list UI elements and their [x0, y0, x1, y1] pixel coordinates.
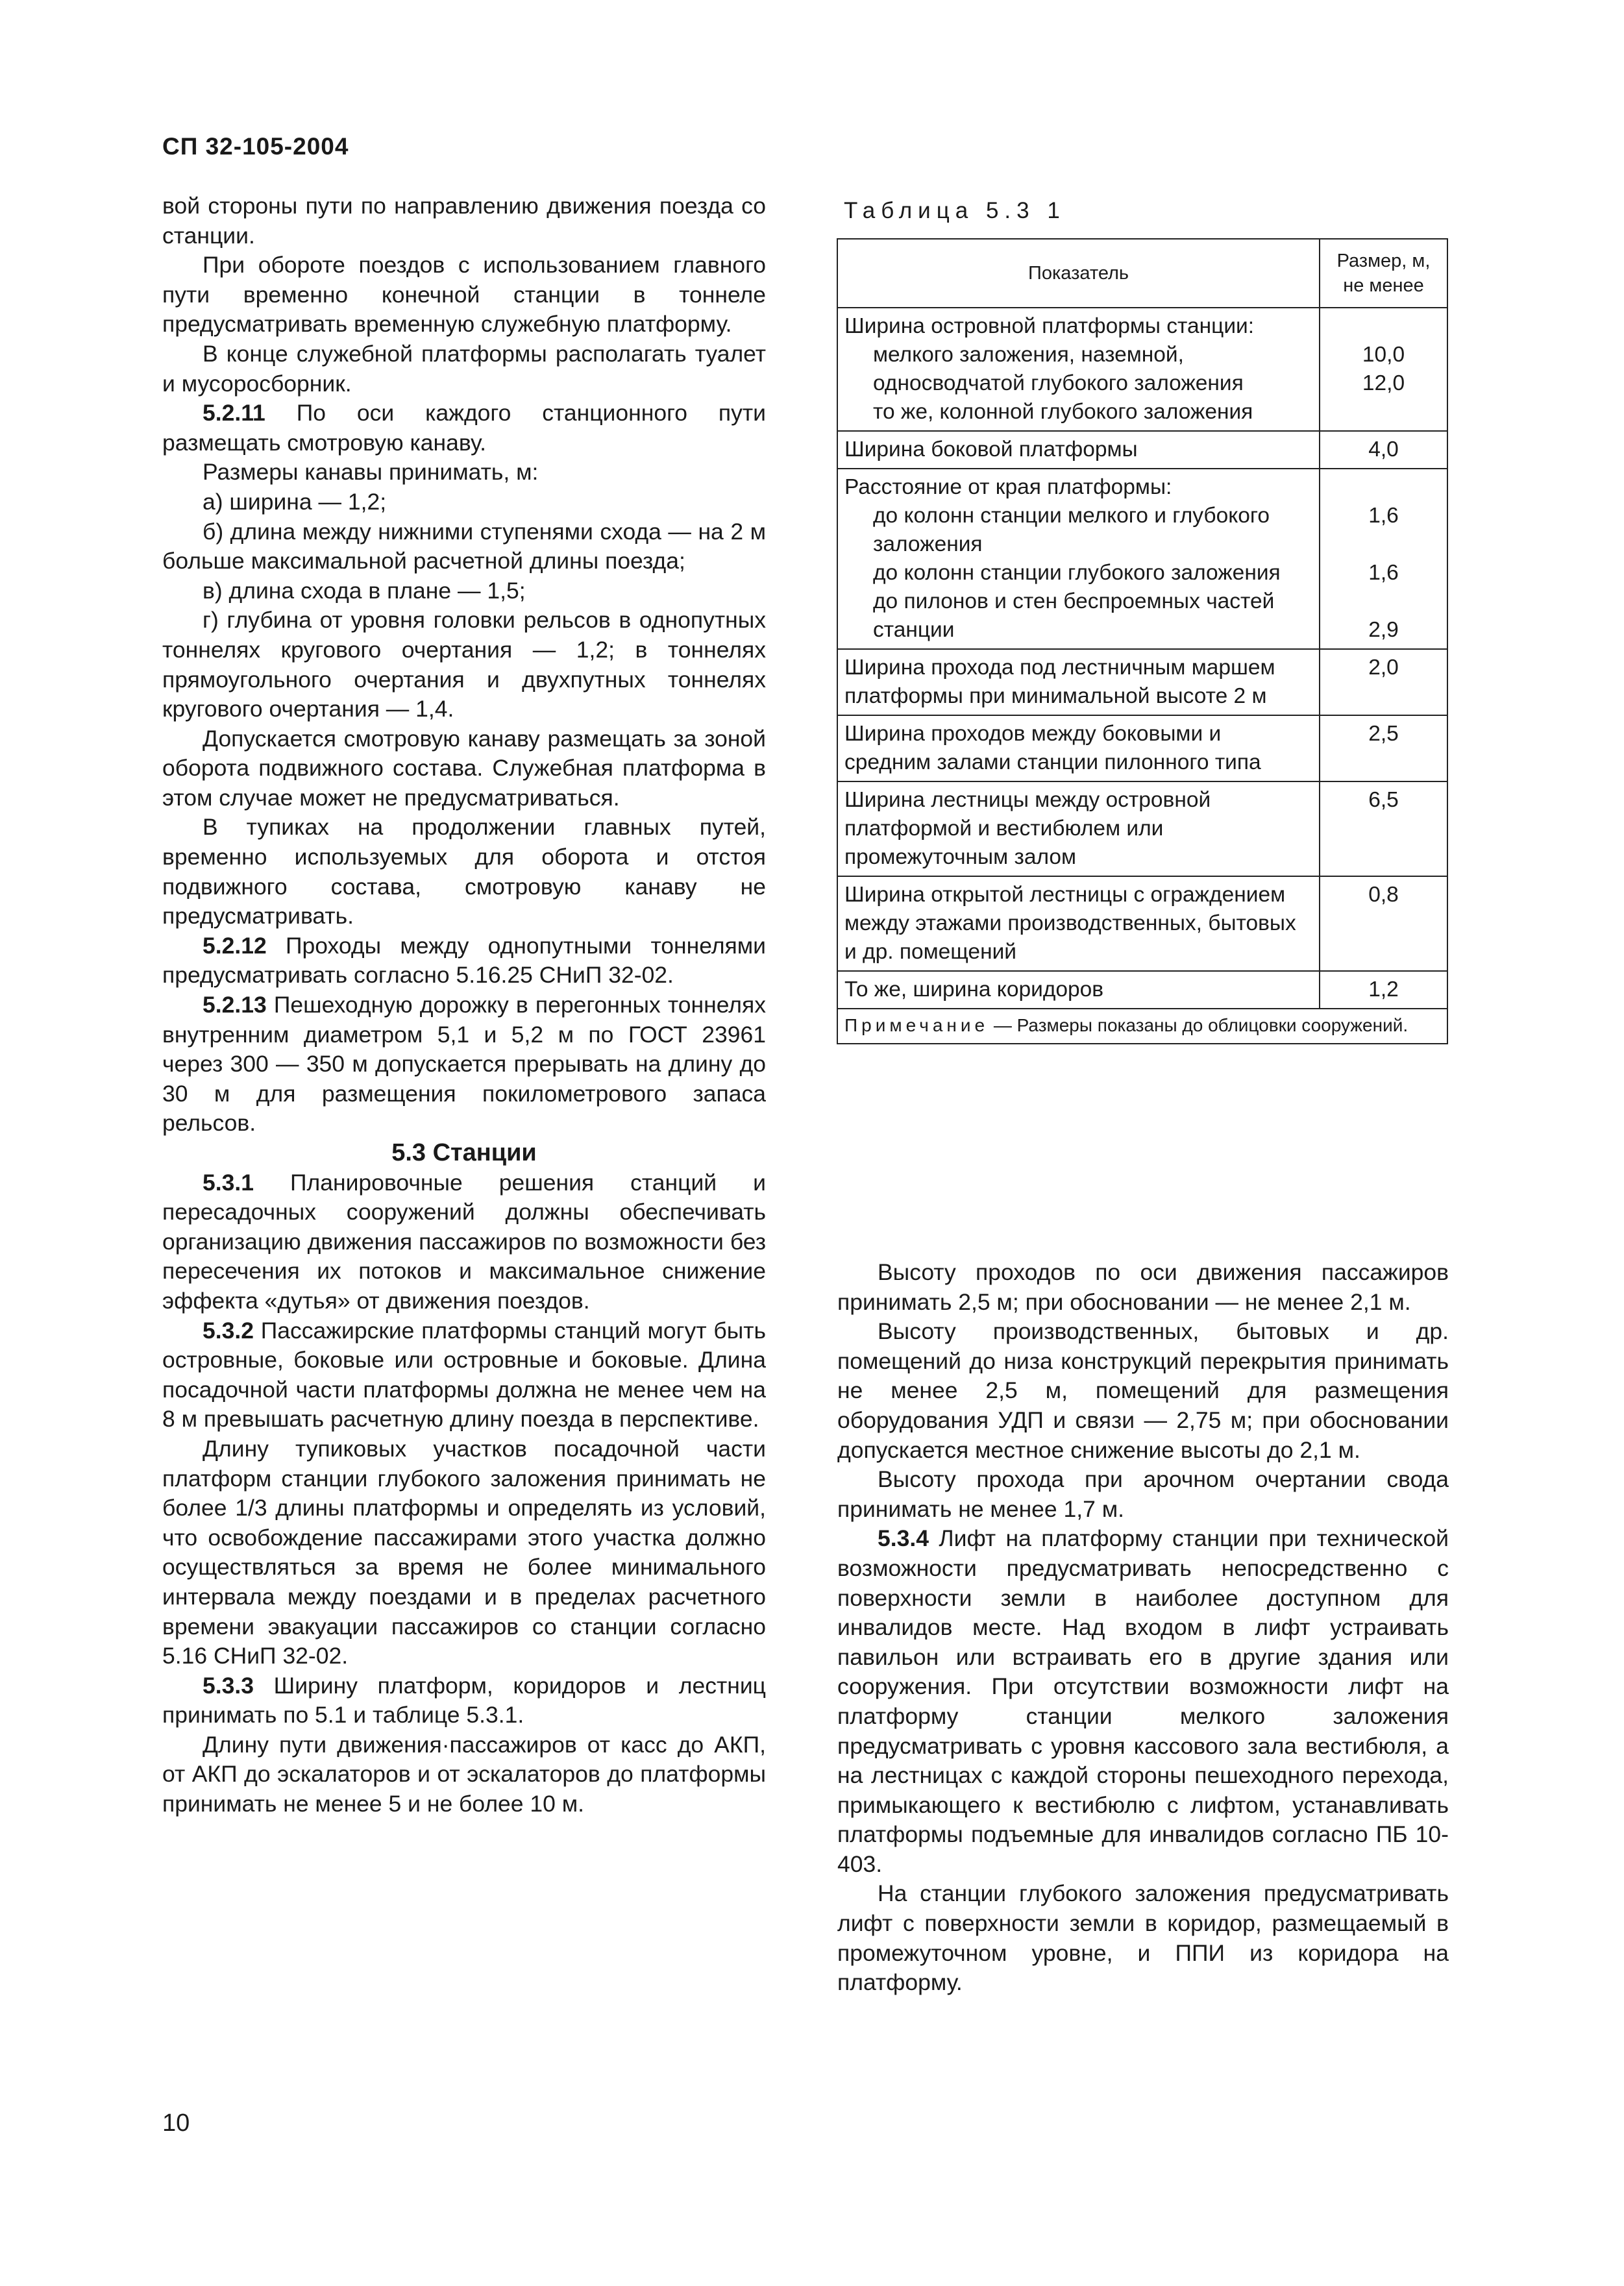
paragraph: Допускается смотровую канаву размещать за зоной оборота подвижного состава. Служебная платформа в этом случае может не предусматриваться. — [162, 725, 766, 811]
table-cell-label: Ширина прохода под лестничным маршем платформы при минимальной высоте 2 м — [837, 649, 1320, 715]
table-row — [837, 781, 1447, 876]
table-cell-label: Ширина боковой платформы — [837, 431, 1320, 469]
page-number: 10 — [162, 2109, 190, 2137]
table-cell-label: Ширина островной платформы станции: мелкого заложения, наземной, односводчатой глубокого заложения то же, колонной глубокого заложения — [837, 308, 1320, 431]
section-title: 5.3 Станции — [391, 1139, 537, 1166]
table-cell-label: Ширина проходов между боковыми и средним залами станции пилонного типа — [837, 715, 1320, 781]
paragraph: Высоту проходов по оси движения пассажиров принимать 2,5 м; при обосновании — не менее 2,1 м. — [837, 1259, 1449, 1315]
left-column — [162, 191, 766, 1819]
table-cell-value: 6,5 — [1320, 781, 1447, 876]
table-cell-value: 0,8 — [1320, 876, 1447, 971]
list-item: в) длина схода в плане — 1,5; — [203, 577, 526, 604]
list-item: г) глубина от уровня головки рельсов в однопутных тоннелях кругового очертания — 1,2; в тоннелях прямоугольного очертания и двухпутных тоннелях кругового очертания — 1,4. — [162, 607, 766, 722]
table-row — [837, 469, 1447, 649]
table-cell-value: 4,0 — [1320, 431, 1447, 469]
table-row — [837, 431, 1447, 469]
clause-5-2-11: 5.2.11 По оси каждого станционного пути размещать смотровую канаву. — [162, 400, 766, 456]
paragraph: вой стороны пути по направлению движения поезда со станции. — [162, 193, 766, 249]
table-note-row — [837, 1009, 1447, 1044]
table-note: Примечание — Размеры показаны до облицовки сооружений. — [837, 1009, 1447, 1044]
paragraph: На станции глубокого заложения предусматривать лифт с поверхности земли в коридор, размещаемый в промежуточном уровне, и ППИ из коридора на платформу. — [837, 1880, 1449, 1996]
paragraph: Длину тупиковых участков посадочной части платформ станции глубокого заложения принимать не более 1/3 длины платформы и определять из условий, что освобождение пассажирами этого участка должно осуществляться за время не более минимального интервала между поездами и в пределах расчетного времени эвакуации пассажиров со станции согласно 5.16 СНиП 32-02. — [162, 1435, 766, 1669]
table-row — [837, 308, 1447, 431]
clause-number: 5.3.2 — [203, 1317, 254, 1344]
table-row — [837, 715, 1447, 781]
table-cell-value: 2,0 — [1320, 649, 1447, 715]
note-label: Примечание — [844, 1015, 989, 1035]
column-header-size: Размер, м, не менее — [1320, 239, 1447, 308]
paragraph: Длину пути движения·пассажиров от касс до АКП, от АКП до эскалаторов и от эскалаторов до платформы принимать не менее 5 и не более 10 м. — [162, 1731, 766, 1817]
right-column — [837, 1258, 1449, 1998]
clause-5-2-12: 5.2.12 Проходы между однопутными тоннелями предусматривать согласно 5.16.25 СНиП 32-02. — [162, 932, 766, 989]
paragraph: В конце служебной платформы располагать туалет и мусоросборник. — [162, 340, 766, 397]
table-cell-label: Ширина открытой лестницы с ограждением между этажами производственных, бытовых и др. помещений — [837, 876, 1320, 971]
clause-number: 5.2.13 — [203, 992, 267, 1018]
document-code: СП 32-105-2004 — [162, 133, 349, 160]
table-cell-label: То же, ширина коридоров — [837, 971, 1320, 1009]
column-header-indicator: Показатель — [837, 239, 1320, 308]
table-cell-value: 1,6 1,6 2,9 — [1320, 469, 1447, 649]
table-row — [837, 971, 1447, 1009]
clause-5-2-13: 5.2.13 Пешеходную дорожку в перегонных тоннелях внутренним диаметром 5,1 и 5,2 м по ГОСТ 23961 через 300 — 350 м допускается прерывать на длину до 30 м для размещения покилометрового запаса рельсов. — [162, 992, 766, 1137]
paragraph: Высоту прохода при арочном очертании свода принимать не менее 1,7 м. — [837, 1466, 1449, 1522]
table-5-3-1 — [837, 238, 1448, 1044]
list-item: б) длина между нижними ступенями схода — на 2 м больше максимальной расчетной длины поезда; — [162, 518, 766, 574]
table-row — [837, 649, 1447, 715]
clause-5-3-2: 5.3.2 Пассажирские платформы станций могут быть островные, боковые или островные и боковые. Длина посадочной части платформы должна не менее чем на 8 м превышать расчетную длину поезда в перспективе. — [162, 1317, 766, 1432]
table-cell-value: 1,2 — [1320, 971, 1447, 1009]
table-row — [837, 876, 1447, 971]
clause-number: 5.3.4 — [878, 1525, 929, 1552]
paragraph: В тупиках на продолжении главных путей, временно используемых для оборота и отстоя подвижного состава, смотровую канаву не предусматривать. — [162, 814, 766, 929]
clause-5-3-1: 5.3.1 Планировочные решения станций и пересадочных сооружений должны обеспечивать организацию движения пассажиров по возможности без пересечения их потоков и максимальное снижение эффекта «дутья» от движения поездов. — [162, 1169, 766, 1314]
paragraph: При обороте поездов с использованием главного пути временно конечной станции в тоннеле предусматривать временную служебную платформу. — [162, 252, 766, 338]
table-cell-value: 2,5 — [1320, 715, 1447, 781]
clause-number: 5.2.11 — [203, 400, 265, 426]
clause-number: 5.3.1 — [203, 1169, 254, 1196]
list-item: а) ширина — 1,2; — [203, 488, 387, 515]
clause-5-3-3: 5.3.3 Ширину платформ, коридоров и лестниц принимать по 5.1 и таблице 5.3.1. — [162, 1672, 766, 1728]
clause-number: 5.3.3 — [203, 1672, 254, 1699]
table-caption: Таблица 5.3 1 — [844, 198, 1066, 223]
table-cell-label: Расстояние от края платформы: до колонн станции мелкого и глубокого заложения до колонн станции глубокого заложения до пилонов и стен беспроемных частей станции — [837, 469, 1320, 649]
table-cell-value: 10,0 12,0 — [1320, 308, 1447, 431]
table-header-row — [837, 239, 1447, 308]
table-cell-label: Ширина лестницы между островной платформой и вестибюлем или промежуточным залом — [837, 781, 1320, 876]
clause-number: 5.2.12 — [203, 932, 267, 959]
paragraph: Размеры канавы принимать, м: — [203, 459, 539, 485]
clause-5-3-4: 5.3.4 Лифт на платформу станции при технической возможности предусматривать непосредственно с поверхности земли в наиболее доступном для инвалидов месте. Над входом в лифт устраивать павильон или встраивать его в другие здания или сооружения. При отсутствии возможности лифт на платформу станции мелкого заложения предусматривать с уровня кассового зала вестибюля, а на лестницах с каждой стороны пешеходного перехода, примыкающего к вестибюлю с лифтом, устанавливать платформы подъемные для инвалидов согласно ПБ 10-403. — [837, 1525, 1449, 1877]
paragraph: Высоту производственных, бытовых и др. помещений до низа конструкций перекрытия принимать не менее 2,5 м, помещений для размещения оборудования УДП и связи — 2,75 м; при обосновании допускается местное снижение высоты до 2,1 м. — [837, 1318, 1449, 1463]
